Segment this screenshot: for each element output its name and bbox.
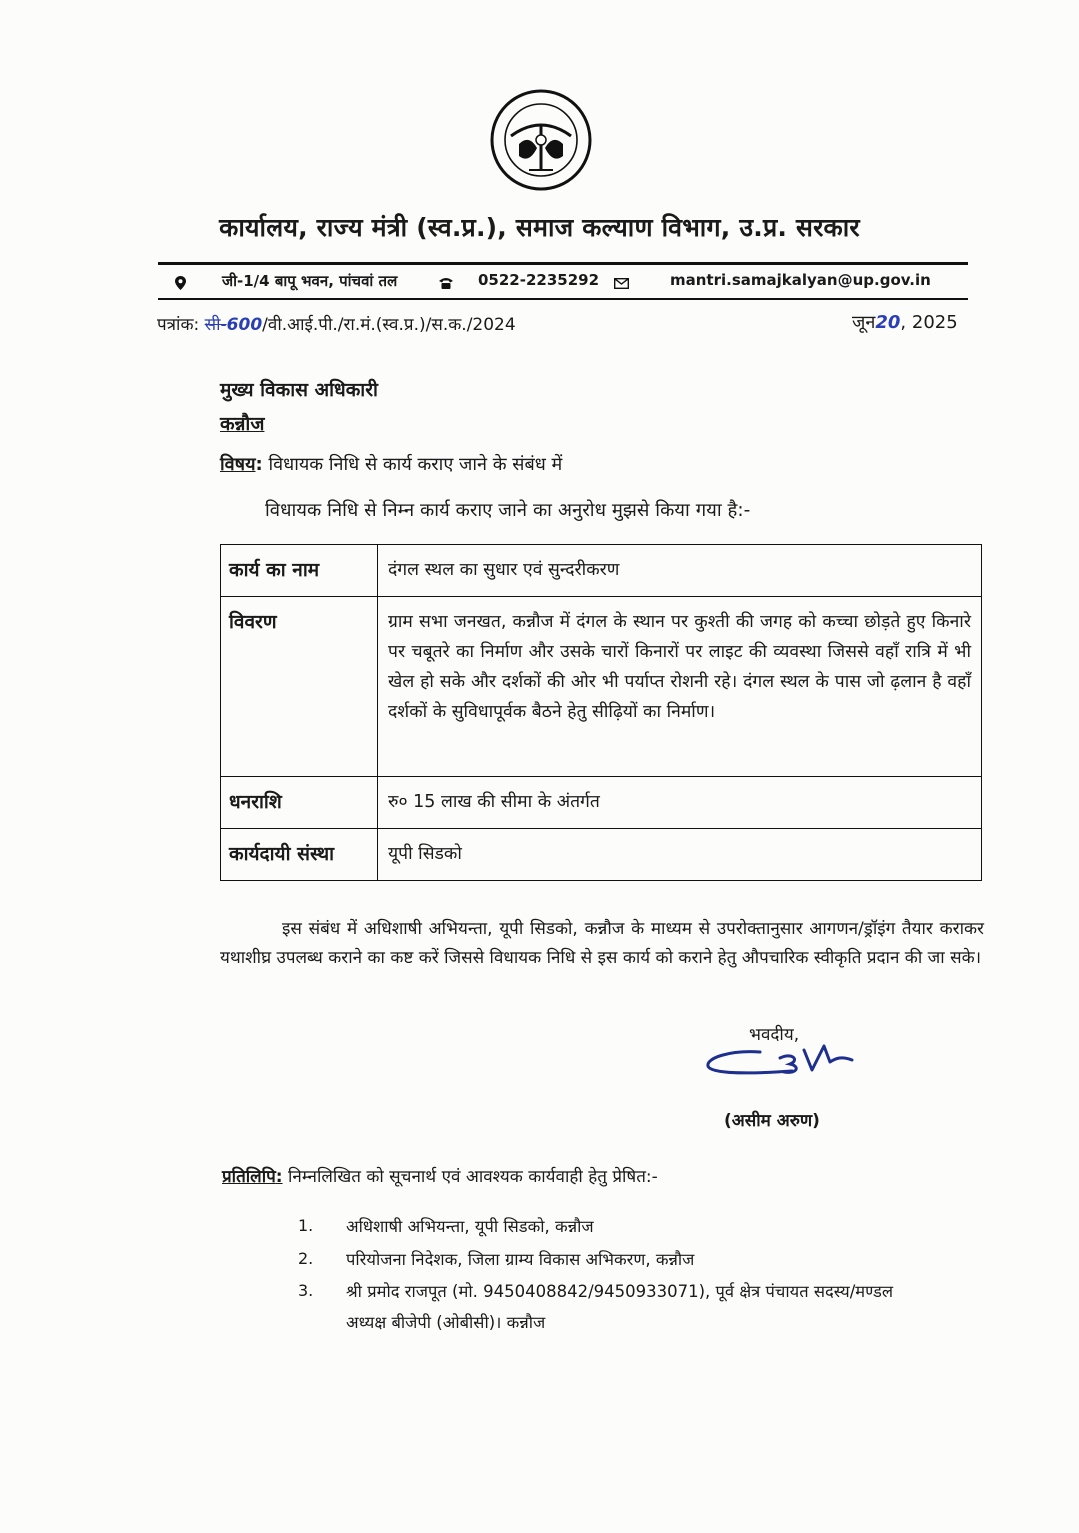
header-rule-bottom bbox=[158, 298, 968, 300]
row-value: ग्राम सभा जनखत, कन्नौज में दंगल के स्थान पर कुश्ती की जगह को कच्चा छोड़ते हुए किनारे पर चबूतरे का निर्माण और उसके चारों किनारों पर लाइट की व्यवस्था जिससे वहाँ रात्रि में भी खेल हो सके और दर्शकों की ओर भी पर्याप्त रोशनी रहे। दंगल स्थल के पास जो ढ़लान है वहाँ दर्शकों के सुविधापूर्वक बैठने हेतु सीढ़ियों का निर्माण। bbox=[378, 597, 982, 777]
location-pin-icon bbox=[175, 276, 186, 290]
body-paragraph: इस संबंध में अधिशाषी अभियन्ता, यूपी सिडको, कन्नौज के माध्यम से उपरोक्तानुसार आगणन/ड्रॉइंग तैयार कराकर यथाशीघ्र उपलब्ध कराने का कष्ट करें जिससे विधायक निधि से इस कार्य को कराने हेतु औपचारिक स्वीकृति प्रदान की जा सके। bbox=[220, 919, 984, 968]
list-item-continuation: अध्यक्ष बीजेपी (ओबीसी)। कन्नौज bbox=[346, 1313, 546, 1332]
reference-struck-prefix: सी- bbox=[204, 315, 227, 335]
row-value: दंगल स्थल का सुधार एवं सुन्दरीकरण bbox=[378, 545, 982, 597]
envelope-icon bbox=[614, 278, 629, 289]
office-heading: कार्यालय, राज्य मंत्री (स्व.प्र.), समाज कल्याण विभाग, उ.प्र. सरकार bbox=[219, 213, 860, 242]
list-item-number: 3. bbox=[298, 1281, 314, 1300]
table-row bbox=[221, 777, 982, 829]
office-phone: 0522-2235292 bbox=[478, 271, 600, 289]
subject-colon: : bbox=[255, 454, 263, 475]
reference-label: पत्रांक: bbox=[157, 315, 200, 335]
copy-label: प्रतिलिपि bbox=[222, 1167, 276, 1187]
list-item-number: 2. bbox=[298, 1249, 314, 1268]
date-handwritten-day: 20 bbox=[875, 312, 901, 333]
telephone-icon bbox=[439, 277, 453, 289]
subject-line bbox=[220, 452, 562, 476]
list-item: अधिशाषी अभियन्ता, यूपी सिडको, कन्नौज bbox=[346, 1217, 594, 1236]
table-row bbox=[221, 545, 982, 597]
list-item-number: 1. bbox=[298, 1216, 314, 1235]
copy-to-line bbox=[222, 1164, 658, 1187]
reference-rest: /वी.आई.पी./रा.मं.(स्व.प्र.)/स.क./2024 bbox=[262, 315, 516, 335]
row-value: रु० 15 लाख की सीमा के अंतर्गत bbox=[378, 777, 982, 829]
row-label: विवरण bbox=[221, 597, 378, 777]
office-address: जी-1/4 बापू भवन, पांचवां तल bbox=[222, 272, 398, 290]
reference-handwritten-number: 600 bbox=[226, 315, 263, 335]
intro-line: विधायक निधि से निम्न कार्य कराए जाने का अनुरोध मुझसे किया गया है:- bbox=[265, 500, 751, 521]
row-label: कार्यदायी संस्था bbox=[221, 829, 378, 881]
row-value: यूपी सिडको bbox=[378, 829, 982, 881]
signatory-name: (असीम अरुण) bbox=[724, 1111, 820, 1131]
row-label: कार्य का नाम bbox=[221, 545, 378, 597]
header-rule-top bbox=[158, 262, 968, 265]
valediction: भवदीय, bbox=[749, 1025, 800, 1045]
date-month: जून bbox=[852, 312, 876, 333]
date-year: , 2025 bbox=[900, 312, 958, 333]
work-details-table bbox=[220, 544, 982, 881]
subject-label: विषय bbox=[220, 454, 256, 475]
handwritten-signature bbox=[700, 1040, 870, 1092]
copy-colon: : bbox=[275, 1167, 283, 1187]
office-email[interactable]: mantri.samajkalyan@up.gov.in bbox=[670, 271, 931, 289]
copy-text: निम्नलिखित को सूचनार्थ एवं आवश्यक कार्यवाही हेतु प्रेषित:- bbox=[287, 1167, 658, 1187]
letter-date bbox=[852, 310, 958, 334]
addressee-place: कन्नौज bbox=[220, 413, 265, 435]
up-government-emblem bbox=[489, 86, 593, 194]
list-item: परियोजना निदेशक, जिला ग्राम्य विकास अभिकरण, कन्नौज bbox=[346, 1250, 695, 1269]
row-label: धनराशि bbox=[221, 777, 378, 829]
subject-text: विधायक निधि से कार्य कराए जाने के संबंध में bbox=[268, 454, 563, 475]
letter-reference bbox=[157, 312, 516, 335]
table-row bbox=[221, 829, 982, 881]
addressee-title: मुख्य विकास अधिकारी bbox=[220, 379, 378, 401]
list-item: श्री प्रमोद राजपूत (मो. 9450408842/9450933071), पूर्व क्षेत्र पंचायत सदस्य/मण्डल bbox=[346, 1282, 894, 1301]
table-row bbox=[221, 597, 982, 777]
